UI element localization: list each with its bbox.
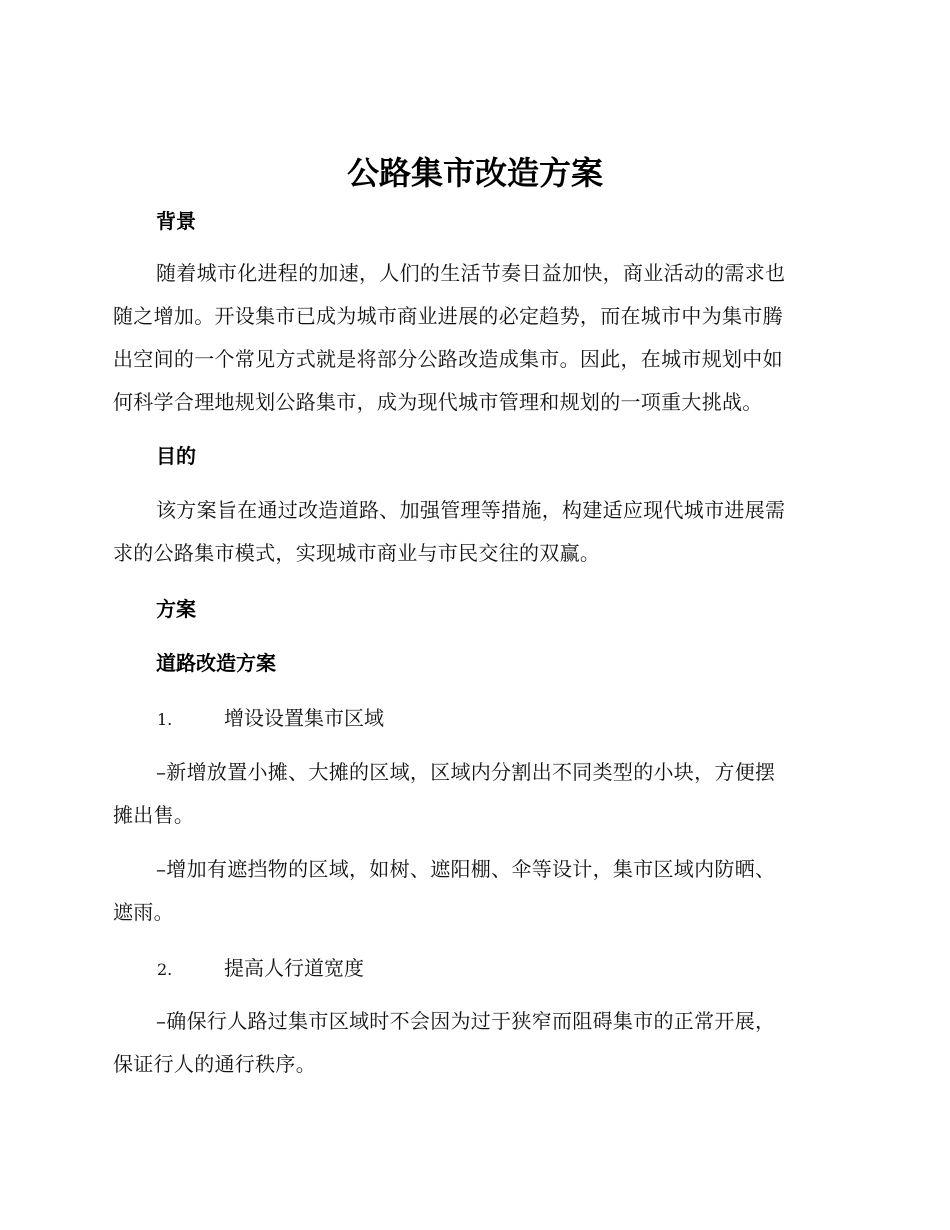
list-item-2	[157, 954, 364, 984]
item2-point1-paragraph	[113, 1000, 835, 1086]
plan-heading: 方案	[156, 597, 196, 621]
paragraph-line: 出空间的一个常见方式就是将部分公路改造成集市。因此，在城市规划中如	[113, 347, 783, 371]
paragraph-line: 求的公路集市模式，实现城市商业与市民交往的双赢。	[113, 541, 601, 565]
paragraph-line: –增加有遮挡物的区域，如树、遮阳棚、伞等设计，集市区域内防晒、	[156, 857, 776, 881]
paragraph-line: –确保行人路过集市区域时不会因为过于狭窄而阻碍集市的正常开展，	[156, 1009, 776, 1033]
purpose-heading: 目的	[156, 444, 196, 468]
list-item-1	[157, 704, 384, 734]
paragraph-line: –新增放置小摊、大摊的区域，区域内分割出不同类型的小块，方便摆	[156, 760, 776, 784]
background-paragraph	[113, 252, 835, 424]
list-title: 增设设置集市区域	[224, 706, 384, 730]
paragraph-line: 随之增加。开设集市已成为城市商业进展的必定趋势，而在城市中为集市腾	[113, 304, 783, 328]
document-title: 公路集市改造方案	[346, 154, 603, 192]
road-plan-heading: 道路改造方案	[156, 651, 276, 675]
purpose-paragraph	[113, 489, 835, 575]
background-heading: 背景	[156, 209, 196, 233]
paragraph-line: 保证行人的通行秩序。	[113, 1052, 316, 1076]
paragraph-line: 摊出售。	[113, 803, 195, 827]
paragraph-line: 何科学合理地规划公路集市，成为现代城市管理和规划的一项重大挑战。	[113, 390, 763, 414]
paragraph-line: 该方案旨在通过改造道路、加强管理等措施，构建适应现代城市进展需	[156, 498, 786, 522]
list-number: 2.	[157, 960, 173, 979]
item1-point1-paragraph	[113, 751, 835, 837]
list-number: 1.	[157, 710, 173, 729]
paragraph-line: 随着城市化进程的加速，人们的生活节奏日益加快，商业活动的需求也	[156, 261, 786, 285]
list-title: 提高人行道宽度	[224, 956, 364, 980]
item1-point2-paragraph	[113, 848, 835, 934]
paragraph-line: 遮雨。	[113, 900, 174, 924]
